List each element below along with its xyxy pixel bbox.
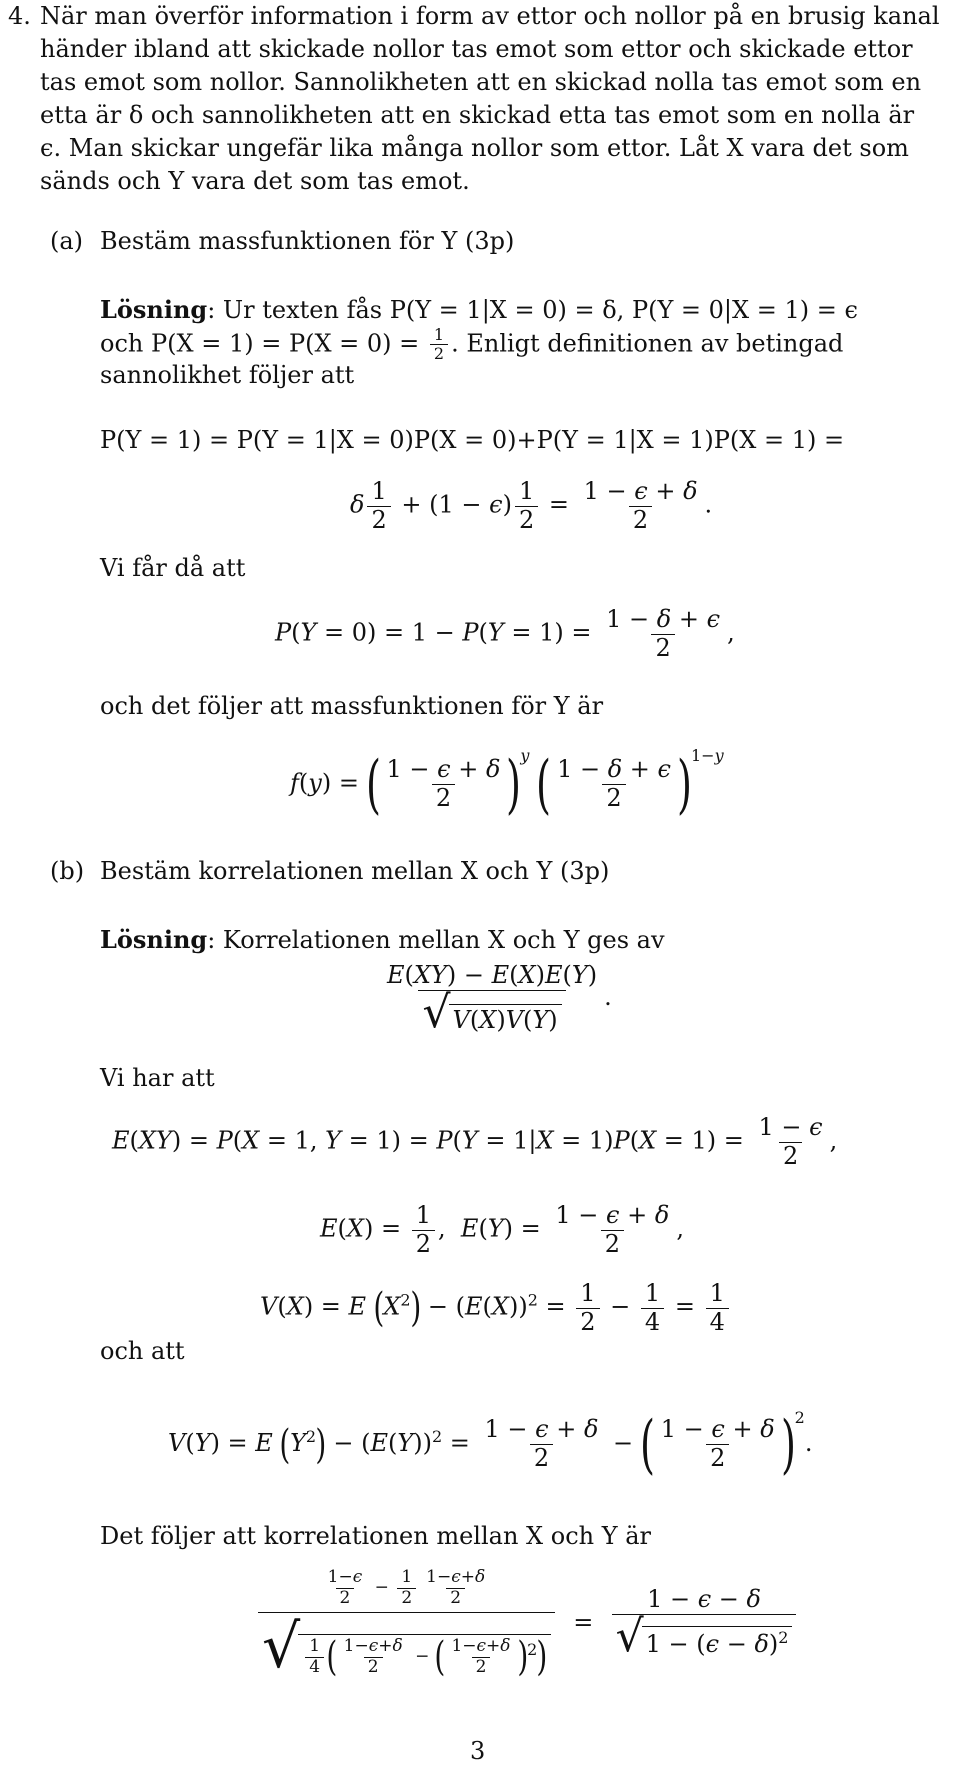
text-det-foljer: Det följer att korrelationen mellan X och Y är: [100, 1522, 651, 1550]
eq-correlation-result: $\frac{1-\epsilon}{2}$ − $\frac{1}{2}$ $\frac{1-\epsilon+\delta}{2}$ √ $\frac{1}{4}$ ( $\frac{1-\epsilon+\delta}{2}$ − ( $\frac{1-\epsilon+\delta}{2}$ )$^2$) = 1 − ϵ − δ √ $1 - (\epsilon - \delta)^2$: [255, 1568, 799, 1677]
text-vi-far: Vi får då att: [100, 554, 246, 582]
intro-line-4: etta är δ och sannolikheten att en skickad etta tas emot som en nolla är: [40, 101, 915, 129]
text-och-att: och att: [100, 1337, 185, 1365]
intro-line-2: händer ibland att skickade nollor tas emot som ettor och skickade ettor: [40, 35, 913, 63]
half-fraction: $\frac{1}{2}$: [430, 326, 448, 364]
text-och-det: och det följer att massfunktionen för Y är: [100, 692, 604, 720]
part-b-solution-line-1: [100, 923, 665, 957]
solution-heading-b: Lösning: [100, 925, 208, 954]
text-vi-har: Vi har att: [100, 1064, 215, 1092]
solution-heading: Lösning: [100, 295, 208, 324]
part-a-task: Bestäm massfunktionen för Y (3p): [100, 227, 515, 255]
eq-exy: E(XY) = P(X = 1, Y = 1) = P(Y = 1|X = 1)P(X = 1) = $\frac{1 - \epsilon}{2}$ ,: [112, 1113, 838, 1170]
part-b-sol-text-1: : Korrelationen mellan X och Y ges av: [207, 926, 665, 954]
eq-p-y1: P(Y = 1) = P(Y = 1|X = 0)P(X = 0)+P(Y = 1|X = 1)P(X = 1) =: [100, 426, 845, 454]
eq-massfunction: f(y) = ( $\frac{1 - \epsilon + \delta}{2}$ )$^y$ ( $\frac{1 - \delta + \epsilon}{2}$ )$^{1-y}$: [290, 746, 724, 822]
page-number: 3: [470, 1737, 486, 1765]
eq-ex-ey: E(X) = $\frac{1}{2}$ , E(Y) = $\frac{1 - \epsilon + \delta}{2}$ ,: [320, 1201, 684, 1258]
part-b-label: (b): [50, 857, 85, 885]
part-a-solution-line-3: sannolikhet följer att: [100, 361, 355, 389]
eq-vx: V(X) = E $(X^2) - (E(X))^2$ = $\frac{1}{2}$ − $\frac{1}{4}$ = $\frac{1}{4}$: [260, 1280, 732, 1336]
eq-vy: V(Y) = E $(Y^2) - (E(Y))^2$ = $\frac{1 - \epsilon + \delta}{2}$ − ( $\frac{1 - \epsilon + \delta}{2}$ )$^2$.: [168, 1407, 813, 1482]
part-a-sol-text-2b: . Enligt definitionen av betingad: [451, 329, 844, 358]
part-a-solution-line-1: [100, 293, 858, 327]
part-a-label: (a): [50, 227, 84, 255]
intro-line-5: ϵ. Man skickar ungefär lika många nollor som ettor. Låt X vara det som: [40, 134, 909, 162]
part-a-sol-text-1: : Ur texten fås P(Y = 1|X = 0) = δ, P(Y = 0|X = 1) = ϵ: [207, 296, 858, 324]
intro-line-1: När man överför information i form av ettor och nollor på en brusig kanal: [40, 2, 940, 30]
part-a-sol-text-2a: och P(X = 1) = P(X = 0) =: [100, 329, 427, 358]
eq-correlation-def: E(XY) − E(X)E(Y) √ V(X)V(Y) .: [387, 961, 612, 1038]
eq-p-y0: P(Y = 0) = 1 − P(Y = 1) = $\frac{1 - \delta + \epsilon}{2}$ ,: [275, 605, 735, 662]
intro-line-3: tas emot som nollor. Sannolikheten att en skickad nolla tas emot som en: [40, 68, 922, 96]
problem-number: 4.: [8, 2, 31, 30]
intro-line-6: sänds och Y vara det som tas emot.: [40, 167, 470, 195]
eq-p-y1-result: δ $\frac{1}{2}$ + (1 − ϵ) $\frac{1}{2}$ = $\frac{1 - \epsilon + \delta}{2}$ .: [350, 477, 713, 534]
part-b-task: Bestäm korrelationen mellan X och Y (3p): [100, 857, 610, 885]
